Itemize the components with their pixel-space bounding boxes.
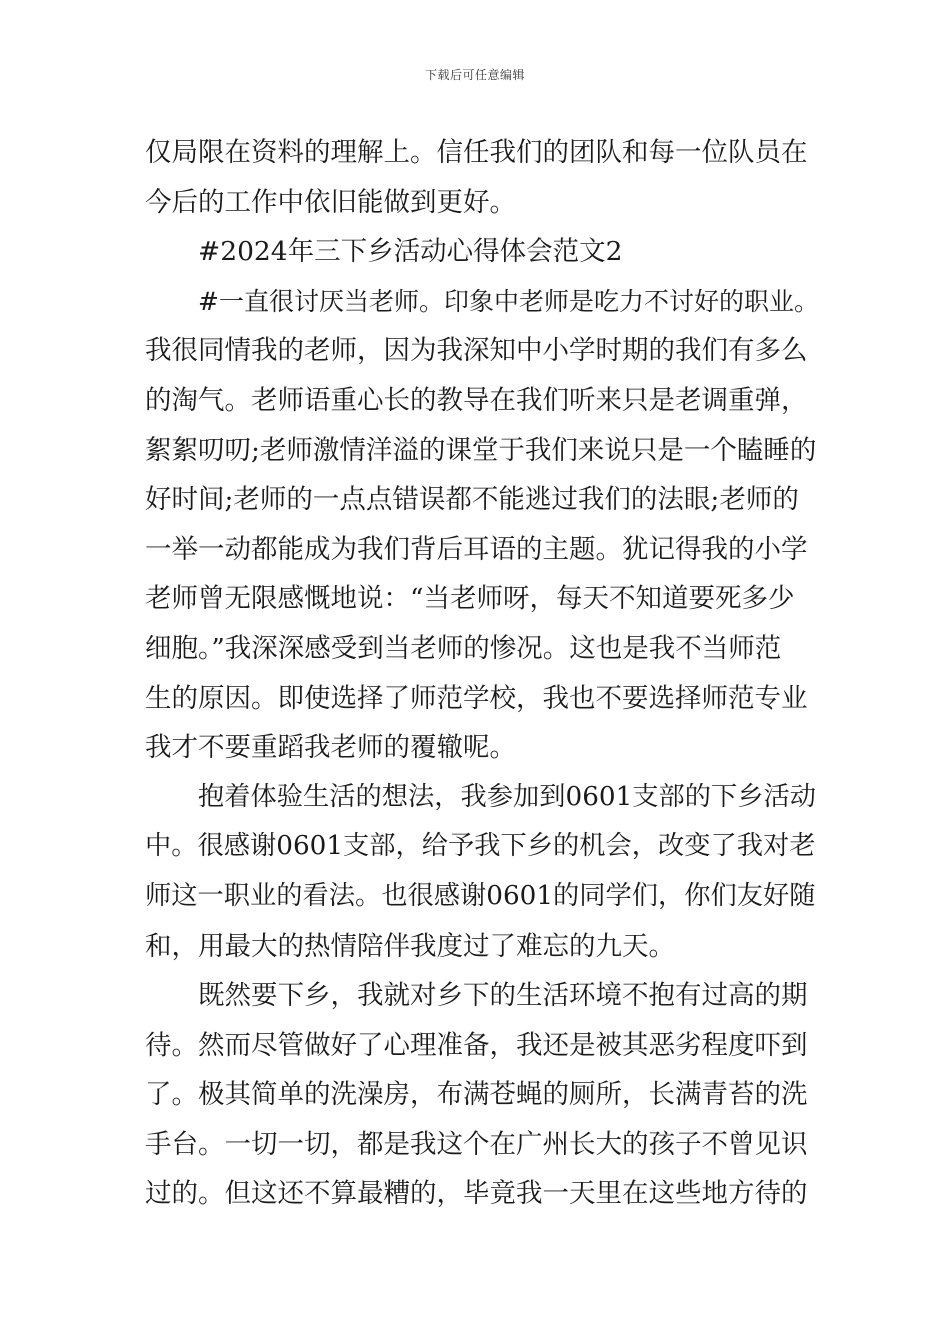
text-line: 今后的工作中依旧能做到更好。 [145, 186, 516, 218]
text-line: 的淘气。老师语重心长的教导在我们听来只是老调重弹， [145, 384, 808, 416]
text-line: 好时间;老师的一点点错误都不能逃过我们的法眼;老师的 [145, 484, 799, 516]
text-line: 和，用最大的热情陪伴我度过了难忘的九天。 [145, 930, 675, 962]
text-line: 细胞。”我深深感受到当老师的惨况。这也是我不当师范 [145, 632, 782, 664]
text-line: #一直很讨厌当老师。印象中老师是吃力不讨好的职业。 [198, 286, 819, 316]
document-body [145, 128, 819, 1219]
text-line: 我才不要重蹈我老师的覆辙呢。 [145, 732, 516, 764]
text-line: 生的原因。即使选择了师范学校，我也不要选择师范专业 [145, 682, 808, 714]
text-line: 一举一动都能成为我们背后耳语的主题。犹记得我的小学 [145, 533, 808, 565]
text-line: 待。然而尽管做好了心理准备，我还是被其恶劣程度吓到 [145, 1029, 808, 1061]
text-line: 了。极其简单的洗澡房，布满苍蝇的厕所，长满青苔的洗 [145, 1079, 808, 1111]
section-heading: #2024年三下乡活动心得体会范文2 [198, 236, 623, 268]
text-line: 抱着体验生活的想法，我参加到0601支部的下乡活动 [198, 781, 817, 812]
text-line: 既然要下乡，我就对乡下的生活环境不抱有过高的期 [198, 980, 808, 1012]
text-line: 仅局限在资料的理解上。信任我们的团队和每一位队员在 [145, 137, 808, 168]
text-line: 老师曾无限感慨地说：“当老师呀，每天不知道要死多少 [145, 583, 795, 615]
text-line: 手台。一切一切，都是我这个在广州长大的孩子不曾见识 [145, 1128, 808, 1160]
text-line: 我很同情我的老师，因为我深知中小学时期的我们有多么 [145, 335, 808, 367]
page-header: 下载后可任意编辑 [424, 68, 525, 82]
text-line: 中。很感谢0601支部，给予我下乡的机会，改变了我对老 [145, 831, 816, 862]
text-line: 过的。但这还不算最糟的，毕竟我一天里在这些地方待的 [145, 1178, 808, 1210]
text-line: 絮絮叨叨;老师激情洋溢的课堂于我们来说只是一个瞌睡的 [145, 434, 817, 466]
text-line: 师这一职业的看法。也很感谢0601的同学们，你们友好随 [145, 880, 816, 911]
